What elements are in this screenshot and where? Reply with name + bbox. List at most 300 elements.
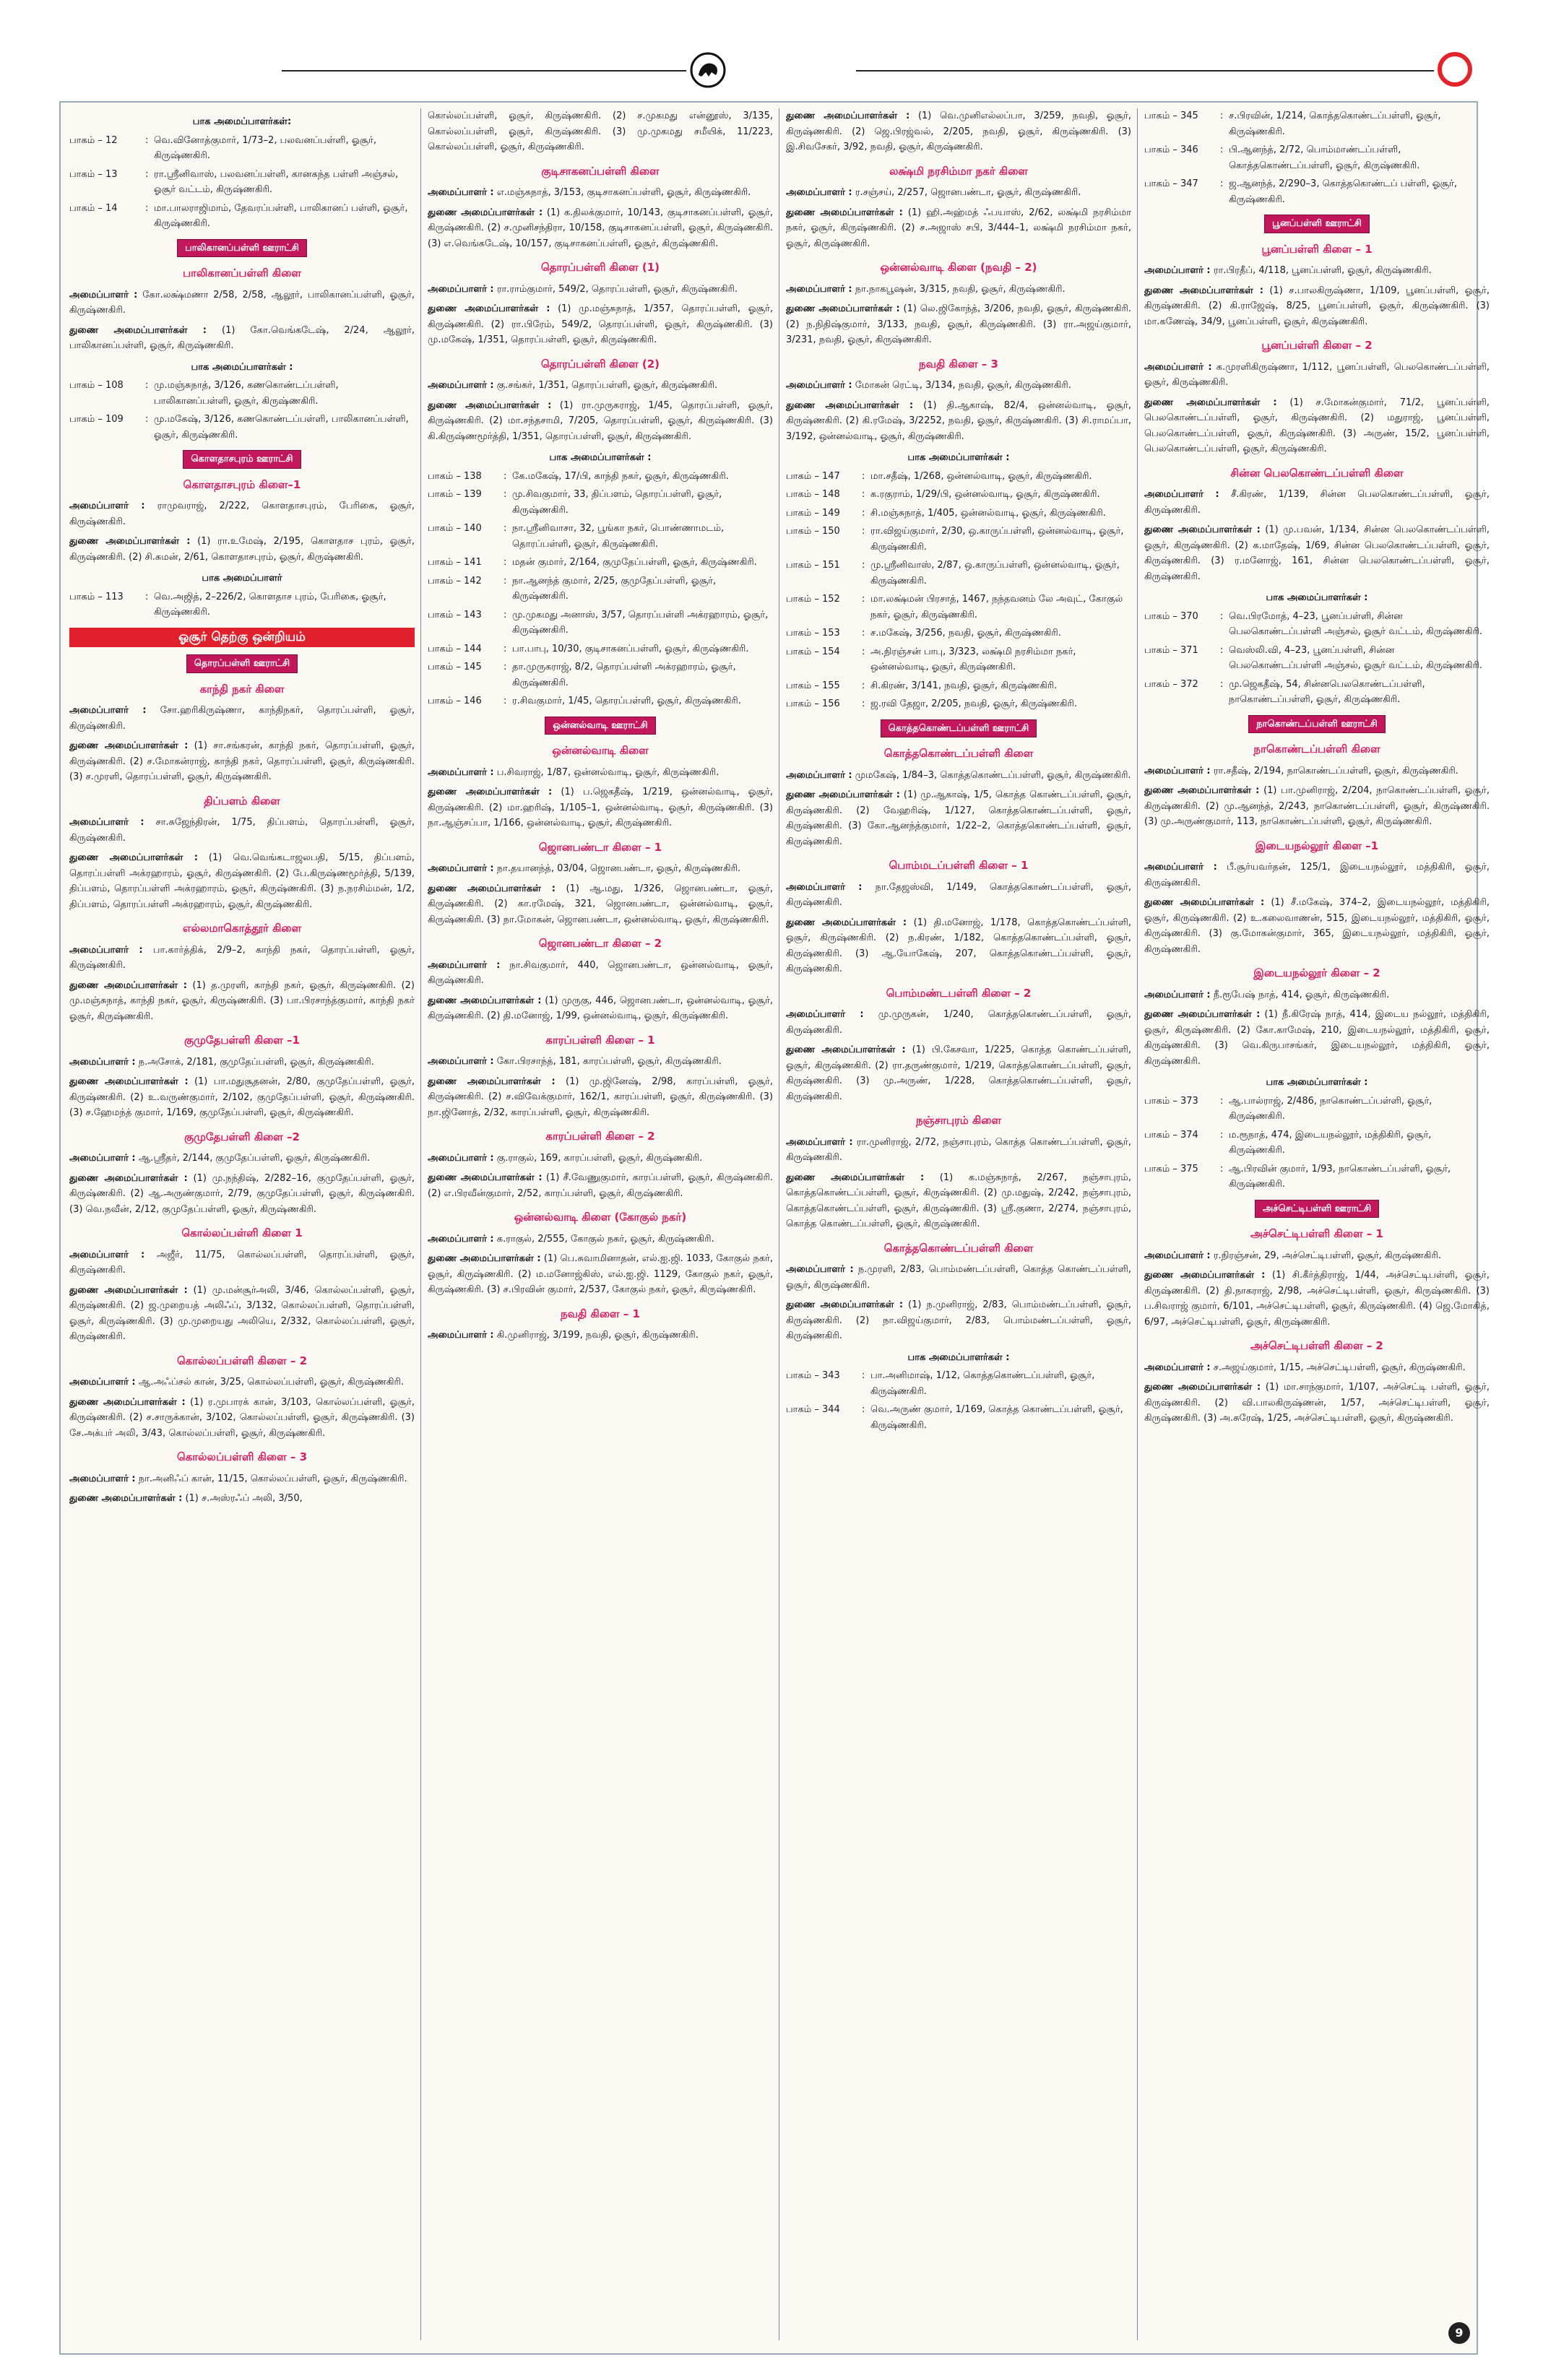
ward-number: பாகம் – 143 bbox=[428, 609, 482, 620]
member-entry bbox=[786, 787, 1131, 849]
member-details: சா.சுஜேந்திரன், 1/75, திப்பளம், தொரப்பள்ளி, ஓசூர், கிருஷ்ணகிரி. bbox=[69, 817, 415, 844]
role-label: அமைப்பாளர் : bbox=[69, 1249, 145, 1260]
member-entry bbox=[1144, 1360, 1490, 1376]
member-details: ரா.பிரதீப், 4/118, பூனப்பள்ளி, ஓசூர், கிருஷ்ணகிரி. bbox=[1213, 265, 1432, 276]
section-subheading: பாக அமைப்பாளர்கள் : bbox=[191, 361, 293, 373]
ward-number: பாகம் – 151 bbox=[786, 560, 840, 571]
ward-colon: : bbox=[862, 680, 865, 691]
ward-person: ஜ.ரவி தேஜா, 2/205, நவதி, ஓசூர், கிருஷ்ணகிரி. bbox=[870, 698, 1077, 709]
ward-colon: : bbox=[145, 414, 149, 425]
branch-heading: காந்தி நகர் கிளை bbox=[199, 682, 285, 696]
branch-heading: லக்ஷ்மி நரசிம்மா நகர் கிளை bbox=[889, 164, 1028, 178]
member-entry bbox=[69, 1375, 415, 1390]
ward-entry bbox=[1144, 1128, 1490, 1159]
role-label: துணை அமைப்பாளர்கள் : bbox=[69, 536, 191, 547]
ward-entry bbox=[1144, 176, 1490, 207]
ward-person: மு.ஸ்ரீனிவாஸ், 2/87, ஒ.காருப்பள்ளி, ஒன்னல்வாடி, ஓசூர், கிருஷ்ணகிரி. bbox=[870, 560, 1120, 587]
member-details: (1) சா.சங்கரன், காந்தி நகர், தொரப்பள்ளி, ஓசூர், கிருஷ்ணகிரி. (2) ச.மோகன்ராஜ், காந்தி நகர், தொரப்பள்ளி, ஓசூர், கிருஷ்ணகிரி. (3) ச.முரளி, தொரப்பள்ளி, ஓசூர், கிருஷ்ணகிரி. bbox=[69, 740, 415, 782]
ward-number: பாகம் – 345 bbox=[1144, 111, 1198, 121]
ward-entry bbox=[786, 678, 1131, 694]
branch-heading: குடிசாகனப்பள்ளி கிளை bbox=[541, 164, 660, 178]
ward-number: பாகம் – 142 bbox=[428, 575, 482, 587]
member-details: கோ.பிரசாந்த், 181, காரப்பள்ளி, ஓசூர், கிருஷ்ணகிரி. bbox=[496, 1056, 722, 1067]
member-details: ந.அசோக், 2/181, குமுதேப்பள்ளி, ஓசூர், கிருஷ்ணகிரி. bbox=[138, 1056, 374, 1068]
member-details: (1) பா.மதுசூதனன், 2/80, குமுதேப்பள்ளி, ஓசூர், கிருஷ்ணகிரி. (2) உ.வருண்குமார், 2/102, குமுதேப்பள்ளி, ஓசூர், கிருஷ்ணகிரி. (3) ச.ஹேமந்த் குமார், 1/169, குமுதேப்பள்ளி, ஓசூர், கிருஷ்ணகிரி. bbox=[69, 1076, 415, 1118]
role-label: அமைப்பாளர் : bbox=[1144, 862, 1217, 873]
member-details: கொல்லப்பள்ளி, ஓசூர், கிருஷ்ணகிரி. (2) ச.முகமது என்னூஸ், 3/135, கொல்லப்பள்ளி, ஓசூர், கிருஷ்ணகிரி. (3) மு.முகமது சமீயிக், 11/223, கொல்லப்பள்ளி, ஓசூர், கிருஷ்ணகிரி. bbox=[428, 111, 773, 152]
member-details: நீ.ரூபேஷ் நாத், 414, ஓசூர், கிருஷ்ணகிரி. bbox=[1213, 989, 1390, 1000]
member-details: ஆ.அஃப்சல் கான், 3/25, கொல்லப்பள்ளி, ஓசூர், கிருஷ்ணகிரி. bbox=[138, 1377, 405, 1388]
member-entry bbox=[1144, 395, 1490, 457]
branch-heading: நவதி கிளை – 1 bbox=[561, 1307, 640, 1320]
role-label: அமைப்பாளர் : bbox=[69, 705, 147, 716]
ward-colon: : bbox=[1220, 610, 1224, 622]
member-details: நா.தேஜஸ்வி, 1/149, கொத்தகொண்டப்பள்ளி, ஓசூர், கிருஷ்ணகிரி. bbox=[786, 881, 1131, 908]
role-label: அமைப்பாளர் : bbox=[786, 283, 852, 295]
role-label: அமைப்பாளர் : bbox=[69, 1153, 136, 1164]
panchayat-caption bbox=[1144, 1200, 1490, 1219]
member-details: (1) ச.மோகன்குமார், 71/2, பூனப்பள்ளி, பெலகொண்டப்பள்ளி, ஓசூர், கிருஷ்ணகிரி. (2) மதுராஜ், பூனப்பள்ளி, பெலகொண்டப்பள்ளி, ஓசூர், கிருஷ்ணகிரி. (3) அருண், 15/2, பூனப்பள்ளி, பெலகொண்டப்பள்ளி, ஓசூர், கிருஷ்ணகிரி. bbox=[1144, 397, 1490, 454]
role-label: துணை அமைப்பாளர்கள் : bbox=[69, 1284, 188, 1296]
role-label: துணை அமைப்பாளர்கள் : bbox=[69, 979, 187, 991]
ward-number: பாகம் – 149 bbox=[786, 507, 840, 519]
ward-person: பி.ஆனந்த், 2/72, பொம்மாண்டப்பள்ளி, கொத்தகொண்டப்பள்ளி, ஓசூர், கிருஷ்ணகிரி. bbox=[1229, 144, 1420, 171]
branch-heading: கொத்தகொண்டப்பள்ளி கிளை bbox=[883, 1241, 1034, 1255]
ward-person: மு.முகமது அனாஸ், 3/57, தொரப்பள்ளி அக்ரஹாரம், ஓசூர், கிருஷ்ணகிரி. bbox=[512, 609, 769, 636]
role-label: துணை அமைப்பாளர்கள் : bbox=[428, 883, 556, 894]
panchayat-caption-text: பாலிகானப்பள்ளி ஊராட்சி bbox=[177, 239, 307, 258]
union-banner bbox=[69, 628, 415, 648]
member-details: (1) ந.முனிராஜ், 2/83, பொம்மண்டப்பள்ளி, ஓசூர், கிருஷ்ணகிரி. (2) நா.விஜய்குமார், 2/83, பொம்மண்டப்பள்ளி, ஓசூர், கிருஷ்ணகிரி. bbox=[786, 1299, 1131, 1341]
member-details: ர.நிரஞ்சன், 29, அச்செட்டிபள்ளி, ஓசூர், கிருஷ்ணகிரி. bbox=[1213, 1250, 1441, 1261]
member-details: (1) ஆ.மது, 1/326, ஜொனபண்டா, ஓசூர், கிருஷ்ணகிரி. (2) கா.ரமேஷ், 321, ஜொனபண்டா, ஒன்னல்வாடி, ஓசூர், கிருஷ்ணகிரி. (3) நா.மோகன், ஜொனபண்டா, ஒன்னல்வாடி, ஓசூர், கிருஷ்ணகிரி. bbox=[428, 883, 773, 925]
ward-colon: : bbox=[1220, 678, 1224, 690]
role-label: அமைப்பாளர் : bbox=[428, 863, 494, 874]
role-label: துணை அமைப்பாளர்கள் : bbox=[428, 787, 553, 797]
ward-entry bbox=[428, 607, 773, 639]
ward-number: பாகம் – 370 bbox=[1144, 610, 1198, 622]
ward-colon: : bbox=[503, 470, 507, 482]
role-label: துணை அமைப்பாளர்கள் : bbox=[786, 303, 900, 314]
member-entry bbox=[1144, 1268, 1490, 1330]
ward-number: பாகம் – 156 bbox=[786, 698, 840, 709]
member-details: (1) ச.பாலகிருஷ்ணா, 1/109, பூனப்பள்ளி, ஓசூர், கிருஷ்ணகிரி. (2) கி.ராஜேஷ், 8/25, பூனப்பள்ளி, ஓசூர், கிருஷ்ணகிரி. (3) மா.கணேஷ், 34/9, பூனப்பள்ளி, ஓசூர், கிருஷ்ணகிரி. bbox=[1144, 285, 1490, 327]
member-entry bbox=[428, 1251, 773, 1298]
ward-person: வெ.அருண் குமார், 1/169, கொத்த கொண்டப்பள்ளி, ஓசூர், கிருஷ்ணகிரி. bbox=[870, 1404, 1123, 1431]
member-entry bbox=[1144, 763, 1490, 779]
ward-number: பாகம் – 14 bbox=[69, 202, 118, 214]
role-label: துணை அமைப்பாளர்கள் : bbox=[69, 1493, 183, 1504]
branch-heading: கொளதாசபுரம் கிளை–1 bbox=[183, 477, 301, 491]
member-details: (1) ர.முபாரக் கான், 3/103, கொல்லப்பள்ளி, ஓசூர், கிருஷ்ணகிரி. (2) ச.சாருக்கான், 3/102, கொல்லப்பள்ளி, ஓசூர், கிருஷ்ணகிரி. (3) சே.அக்பர் அலி, 3/43, கொல்லப்பள்ளி, ஓசூர், கிருஷ்ணகிரி. bbox=[69, 1396, 415, 1439]
ward-number: பாகம் – 373 bbox=[1144, 1095, 1198, 1107]
ward-entry bbox=[1144, 643, 1490, 674]
section-subheading: பாக அமைப்பாளர்கள் : bbox=[907, 1351, 1010, 1363]
role-label: துணை அமைப்பாளர்கள் : bbox=[1144, 1382, 1261, 1393]
member-details: பீ.சூர்யவர்தன், 125/1, இடையநல்லூர், மத்திகிரி, ஓசூர், கிருஷ்ணகிரி. bbox=[1144, 862, 1490, 888]
column-2 bbox=[428, 108, 773, 2347]
member-entry bbox=[69, 534, 415, 565]
role-label: துணை அமைப்பாளர்கள் : bbox=[786, 399, 914, 411]
ward-person: வெஸ்லி.வி, 4–23, பூனப்பள்ளி, சின்ன பெலகொண்டப்பள்ளி அஞ்சல், ஓசூர் வட்டம், கிருஷ்ணகிரி. bbox=[1229, 644, 1483, 671]
member-details: (1) மு.பவன், 1/134, சின்ன பெலகொண்டப்பள்ளி, ஓசூர், கிருஷ்ணகிரி. (2) க.மாதேஷ், 1/69, சின்ன பெலகொண்டப்பள்ளி, ஓசூர், கிருஷ்ணகிரி. (3) ர.மனோஜ், 161, சின்ன பெலகொண்டப்பள்ளி, ஓசூர், கிருஷ்ணகிரி. bbox=[1144, 524, 1490, 582]
ward-entry bbox=[428, 487, 773, 518]
ward-number: பாகம் – 150 bbox=[786, 526, 840, 537]
member-entry bbox=[786, 108, 1131, 155]
member-details: (1) சீ.வேணுகுமார், காரப்பள்ளி, ஓசூர், கிருஷ்ணகிரி. (2) எ.பிரவீன்குமார், 2/52, காரப்பள்ளி, ஓசூர், கிருஷ்ணகிரி. bbox=[428, 1172, 773, 1199]
ward-person: மு.ஜெகதீஷ், 54, சின்னபெலகொண்டப்பள்ளி, நாகொண்டப்பள்ளி, ஓசூர், கிருஷ்ணகிரி. bbox=[1229, 678, 1425, 705]
role-label: துணை அமைப்பாளர்கள் : bbox=[1144, 1270, 1266, 1281]
section-subheading: பாக அமைப்பாளர்கள் : bbox=[907, 452, 1010, 463]
ward-colon: : bbox=[862, 1370, 865, 1381]
branch-heading: ஜொனபண்டா கிளை – 1 bbox=[538, 840, 662, 854]
member-entry bbox=[428, 282, 773, 298]
ward-person: மா.சதீஷ், 1/268, ஒன்னல்வாடி, ஓசூர், கிருஷ்ணகிரி. bbox=[870, 470, 1092, 482]
role-label: அமைப்பாளர் : bbox=[1144, 765, 1211, 776]
member-entry bbox=[428, 881, 773, 928]
ward-entry bbox=[428, 641, 773, 657]
member-details: (1) பா.முனிராஜ், 2/204, நாகொண்டப்பள்ளி, ஓசூர், கிருஷ்ணகிரி. (2) மு.ஆனந்த், 2/243, நாகொண்டப்பள்ளி, ஓசூர், கிருஷ்ணகிரி. (3) மு.அருண்குமார், 113, நாகொண்டப்பள்ளி, ஓசூர், கிருஷ்ணகிரி. bbox=[1144, 785, 1490, 827]
role-label: அமைப்பாளர் : bbox=[786, 1136, 853, 1148]
member-entry bbox=[786, 282, 1131, 298]
member-details: பா.கார்த்திக், 2/9–2, காந்தி நகர், தொரப்பள்ளி, ஓசூர், கிருஷ்ணகிரி. bbox=[69, 944, 415, 971]
branch-heading: நவதி கிளை – 3 bbox=[919, 357, 998, 371]
ward-colon: : bbox=[1220, 1095, 1224, 1107]
ward-entry bbox=[69, 412, 415, 443]
member-entry bbox=[786, 205, 1131, 252]
branch-heading: பாலிகானப்பள்ளி கிளை bbox=[183, 267, 301, 280]
role-label: அமைப்பாளர் : bbox=[428, 1330, 494, 1341]
member-entry bbox=[69, 323, 415, 354]
branch-heading: கொல்லப்பள்ளி கிளை – 2 bbox=[176, 1354, 308, 1367]
role-label: அமைப்பாளர் : bbox=[69, 1377, 136, 1388]
ward-number: பாகம் – 346 bbox=[1144, 144, 1198, 155]
ward-number: பாகம் – 375 bbox=[1144, 1163, 1198, 1174]
ward-entry bbox=[786, 1368, 1131, 1399]
ward-colon: : bbox=[145, 168, 149, 180]
ward-colon: : bbox=[503, 643, 507, 654]
panchayat-caption-text: தொரப்பள்ளி ஊராட்சி bbox=[186, 654, 298, 673]
panchayat-caption bbox=[69, 654, 415, 673]
panchayat-caption-text: கொளதாசபுரம் ஊராட்சி bbox=[183, 450, 301, 469]
role-label: துணை அமைப்பாளர்கள் : bbox=[69, 1076, 189, 1087]
member-entry bbox=[428, 1328, 773, 1343]
member-entry bbox=[428, 993, 773, 1024]
ward-number: பாகம் – 146 bbox=[428, 696, 482, 706]
panchayat-caption-text: கொத்தகொண்டப்பள்ளி ஊராட்சி bbox=[881, 719, 1037, 738]
ward-number: பாகம் – 154 bbox=[786, 646, 840, 657]
role-label: துணை அமைப்பாளர்கள் : bbox=[428, 995, 542, 1006]
ward-entry bbox=[69, 201, 415, 232]
role-label: அமைப்பாளர் : bbox=[69, 289, 138, 300]
ward-colon: : bbox=[503, 696, 507, 706]
role-label: துணை அமைப்பாளர்கள் : bbox=[1144, 897, 1265, 908]
role-label: துணை அமைப்பாளர்கள் : bbox=[1144, 285, 1263, 296]
role-label: துணை அமைப்பாளர்கள் : bbox=[428, 207, 543, 218]
role-label: அமைப்பாளர் : bbox=[786, 1264, 854, 1275]
role-label: அமைப்பாளர் : bbox=[1144, 489, 1219, 500]
member-entry bbox=[69, 498, 415, 529]
role-label: அமைப்பாளர் : bbox=[69, 944, 143, 956]
ward-person: மு.மஞ்சுநாத், 3/126, கணகொண்டப்பள்ளி, பாலிகானப்பள்ளி, ஓசூர், கிருஷ்ணகிரி. bbox=[154, 380, 339, 407]
section-subheading: பாக அமைப்பாளர்கள் : bbox=[1266, 592, 1368, 603]
role-label: துணை அமைப்பாளர்கள் : bbox=[786, 1299, 904, 1310]
member-details: ப.சிவராஜ், 1/87, ஒன்னல்வாடி, ஓசூர், கிருஷ்ணகிரி. bbox=[496, 766, 719, 778]
branch-heading: சின்ன பெலகொண்டப்பள்ளி கிளை bbox=[1230, 466, 1404, 480]
member-details: (1) லெ.ஜிகோந்த், 3/206, நவதி, ஓசூர், கிருஷ்ணகிரி. (2) ந.நிதிஷ்குமார், 3/133, நவதி, ஓசூர், கிருஷ்ணகிரி. (3) ரா.அஜய்குமார், 3/231, நவதி, ஓசூர், கிருஷ்ணகிரி. bbox=[786, 303, 1131, 345]
ward-number: பாகம் – 13 bbox=[69, 168, 118, 180]
branch-heading: ஜொனபண்டா கிளை – 2 bbox=[538, 937, 662, 950]
member-details: மோகன் ரெட்டி, 3/134, நவதி, ஓசூர், கிருஷ்ணகிரி. bbox=[855, 380, 1071, 391]
member-entry bbox=[1144, 522, 1490, 584]
role-label: அமைப்பாளர் : bbox=[428, 1152, 494, 1164]
role-label: அமைப்பாளர் : bbox=[1144, 989, 1211, 1000]
role-label: துணை அமைப்பாளர்கள் : bbox=[69, 324, 207, 336]
ward-person: பா.பாபு, 10/30, குடிசாகனப்பள்ளி, ஓசூர், கிருஷ்ணகிரி. bbox=[512, 643, 749, 654]
member-details: (1) வெ.முனிஎல்லப்பா, 3/259, நவதி, ஓசூர், கிருஷ்ணகிரி. (2) ஜெ.பிரஜ்வல், 2/205, நவதி, ஓசூர், கிருஷ்ணகிரி. (3) இ.சிவசேகர், 3/92, நவதி, ஓசூர், கிருஷ்ணகிரி. bbox=[786, 111, 1131, 152]
branch-heading: தொரப்பள்ளி கிளை (2) bbox=[540, 357, 660, 371]
branch-heading: பூனப்பள்ளி கிளை – 2 bbox=[1261, 339, 1373, 352]
role-label: துணை அமைப்பாளர்கள் : bbox=[428, 1253, 541, 1264]
member-entry bbox=[428, 1054, 773, 1070]
ward-colon: : bbox=[503, 575, 507, 587]
branch-heading: ஒன்னல்வாடி கிளை (கோகுல் நகர்) bbox=[514, 1211, 687, 1224]
column-4 bbox=[1144, 108, 1490, 2347]
member-details: ரா.ராம்குமார், 549/2, தொரப்பள்ளி, ஓசூர், கிருஷ்ணகிரி. bbox=[496, 283, 738, 295]
ward-number: பாகம் – 344 bbox=[786, 1404, 840, 1415]
member-details: (1) க.திலக்குமார், 10/143, குடிசாகனப்பள்ளி, ஓசூர், கிருஷ்ணகிரி. (2) ச.முனிசந்திரா, 10/158, குடிசாகனப்பள்ளி, ஓசூர், கிருஷ்ணகிரி. (3) எ.வெங்கடேஷ், 10/157, குடிசாகனப்பள்ளி, ஓசூர், கிருஷ்ணகிரி. bbox=[428, 207, 773, 249]
member-entry bbox=[786, 1135, 1131, 1166]
ward-entry bbox=[428, 521, 773, 552]
member-details: அஜீர், 11/75, கொல்லப்பள்ளி, தொரப்பள்ளி, ஓசூர், கிருஷ்ணகிரி. bbox=[69, 1249, 415, 1276]
party-emblem-icon bbox=[690, 52, 726, 88]
ward-colon: : bbox=[862, 526, 865, 537]
member-entry bbox=[69, 978, 415, 1025]
ward-number: பாகம் – 108 bbox=[69, 380, 124, 391]
member-entry bbox=[1144, 263, 1490, 279]
branch-heading: அச்செட்டிபள்ளி கிளை – 1 bbox=[1250, 1227, 1383, 1240]
ward-person: ர.சிவகுமார், 1/45, தொரப்பள்ளி, ஓசூர், கிருஷ்ணகிரி. bbox=[512, 696, 741, 706]
ward-number: பாகம் – 374 bbox=[1144, 1129, 1198, 1141]
member-entry bbox=[1144, 283, 1490, 330]
role-label: துணை அமைப்பாளர்கள் : bbox=[1144, 785, 1260, 796]
ward-person: ரா.விஜய்குமார், 2/30, ஒ.காருப்பள்ளி, ஒன்னல்வாடி, ஓசூர், கிருஷ்ணகிரி. bbox=[870, 526, 1124, 553]
branch-heading: பூனப்பள்ளி கிளை – 1 bbox=[1261, 242, 1373, 256]
branch-heading: பொம்மடப்பள்ளி கிளை – 1 bbox=[889, 859, 1029, 872]
header-rule-left bbox=[282, 70, 686, 72]
member-details: (1) மு.ஆகாஷ், 1/5, கொத்த கொண்டப்பள்ளி, ஓசூர், கிருஷ்ணகிரி. (2) வேஹரிஷ், 1/127, கொத்தகொண்டப்பள்ளி, ஓசூர், கிருஷ்ணகிரி. (3) கோ.ஆனந்த்குமார், 1/22–2, கொத்தகொண்டப்பள்ளி, ஓசூர், கிருஷ்ணகிரி. bbox=[786, 789, 1131, 847]
branch-heading: திப்பளம் கிளை bbox=[204, 794, 280, 808]
member-entry bbox=[69, 1247, 415, 1278]
member-entry bbox=[786, 1297, 1131, 1344]
panchayat-caption bbox=[69, 450, 415, 469]
member-details: ராமுவராஜ், 2/222, கொளதாசபுரம், பேரிகை, ஓசூர், கிருஷ்ணகிரி. bbox=[69, 501, 415, 527]
role-label: அமைப்பாளர் : bbox=[428, 1233, 494, 1245]
ward-entry bbox=[786, 644, 1131, 675]
column-divider bbox=[1137, 108, 1138, 2340]
member-entry bbox=[428, 205, 773, 252]
section-subheading: பாக அமைப்பாளர்கள் : bbox=[549, 452, 652, 463]
ward-number: பாகம் – 148 bbox=[786, 489, 840, 500]
role-label: அமைப்பாளர் : bbox=[69, 501, 145, 511]
member-entry bbox=[428, 784, 773, 831]
ward-person: மா.பாலராஜிமாம், தேவரப்பள்ளி, பாலிகானப் பள்ளி, ஓசூர், கிருஷ்ணகிரி. bbox=[154, 202, 408, 229]
member-entry bbox=[428, 1074, 773, 1121]
member-details: ஆ.ஸ்ரீதர், 2/144, குமுதேப்பள்ளி, ஓசூர், கிருஷ்ணகிரி. bbox=[138, 1153, 371, 1164]
member-entry bbox=[1144, 895, 1490, 957]
branch-heading: குமுதேபள்ளி கிளை –1 bbox=[184, 1034, 300, 1047]
branch-heading: எல்லமாகொத்தூர் கிளை bbox=[182, 922, 302, 935]
member-details: (1) தி.மனோஜ், 1/178, கொத்தகொண்டப்பள்ளி, ஓசூர், கிருஷ்ணகிரி. (2) ந.கிரண், 1/182, கொத்தகொண்டப்பள்ளி, ஓசூர், கிருஷ்ணகிரி. (3) ஆ.யோகேஷ், 207, கொத்தகொண்டப்பள்ளி, ஓசூர், கிருஷ்ணகிரி. bbox=[786, 917, 1131, 974]
member-entry bbox=[1144, 1248, 1490, 1264]
role-label: துணை அமைப்பாளர்கள் : bbox=[69, 1172, 188, 1184]
ward-colon: : bbox=[862, 1404, 865, 1415]
branch-heading: கொத்தகொண்டப்பள்ளி கிளை bbox=[883, 747, 1034, 760]
member-entry bbox=[69, 850, 415, 912]
member-details: (1) சீ.மகேஷ், 374–2, இடையநல்லூர், மத்திகிரி, ஓசூர், கிருஷ்ணகிரி. (2) உ.கலைவாணன், 515, இடையநல்லூர், மத்திகிரி, ஓசூர், கிருஷ்ணகிரி. (3) கு.மோகன்குமார், 365, இடையநல்லூர், மத்திகிரி, ஓசூர், கிருஷ்ணகிரி. bbox=[1144, 897, 1490, 955]
ward-person: நா.ஸ்ரீனிவாசா, 32, பூங்கா நகர், பொண்ணாமடம், தொரப்பள்ளி, ஓசூர், கிருஷ்ணகிரி. bbox=[512, 523, 725, 550]
branch-heading: இடையநல்லூர் கிளை – 2 bbox=[1253, 966, 1380, 979]
ward-person: வெ.பிரமோத், 4–23, பூனப்பள்ளி, சின்ன பெலகொண்டப்பள்ளி அஞ்சல், ஓசூர் வட்டம், கிருஷ்ணகிரி. bbox=[1229, 610, 1483, 637]
role-label: அமைப்பாளர் : bbox=[786, 187, 852, 198]
role-label: அமைப்பாளர் : bbox=[1144, 1362, 1211, 1373]
ward-entry bbox=[69, 133, 415, 164]
panchayat-caption bbox=[1144, 215, 1490, 233]
member-details: நா.சிவகுமார், 440, ஜொனபண்டா, ஒன்னல்வாடி, ஓசூர், கிருஷ்ணகிரி. bbox=[428, 959, 773, 986]
ward-colon: : bbox=[145, 202, 149, 214]
member-details: (1) மு.மஞ்சுநாத், 1/357, தொரப்பள்ளி, ஓசூர், கிருஷ்ணகிரி. (2) ரா.பிரேம், 549/2, தொரப்பள்ளி, ஓசூர், கிருஷ்ணகிரி. (3) மு.மகேஷ், 1/351, தொரப்பள்ளி, ஓசூர், கிருஷ்ணகிரி. bbox=[428, 303, 773, 345]
member-details: எ.மஞ்சுநாத், 3/153, குடிசாகனப்பள்ளி, ஓசூர், கிருஷ்ணகிரி. bbox=[496, 187, 751, 198]
member-entry bbox=[786, 378, 1131, 394]
ward-person: பா.அனிமாஷ், 1/12, கொத்தகொண்டப்பள்ளி, ஓசூர், கிருஷ்ணகிரி. bbox=[870, 1370, 1095, 1397]
ward-person: அ.நிரஞ்சன் பாபு, 3/323, லக்ஷ்மி நரசிம்மா நகர், ஒன்னல்வாடி, ஓசூர், கிருஷ்ணகிரி. bbox=[870, 646, 1076, 672]
role-label: துணை அமைப்பாளர்கள் : bbox=[1144, 1009, 1261, 1020]
ward-person: சி.கிரண், 3/141, நவதி, ஓசூர், கிருஷ்ணகிரி. bbox=[870, 680, 1058, 691]
member-details: க.ராகுல், 2/555, கோகுல் நகர், ஓசூர், கிருஷ்ணகிரி. bbox=[496, 1233, 714, 1245]
role-label: துணை அமைப்பாளர்கள் : bbox=[786, 917, 907, 928]
member-entry bbox=[69, 943, 415, 974]
role-label: துணை அமைப்பாளர்கள் : bbox=[428, 303, 550, 314]
panchayat-caption bbox=[786, 719, 1131, 738]
ward-person: சி.மஞ்சுநாத், 1/405, ஒன்னல்வாடி, ஓசூர், கிருஷ்ணகிரி. bbox=[870, 507, 1106, 519]
ward-entry bbox=[786, 696, 1131, 712]
header-rule-right bbox=[856, 70, 1434, 72]
member-entry bbox=[1144, 360, 1490, 391]
ward-colon: : bbox=[503, 609, 507, 620]
role-label: அமைப்பாளர் : bbox=[1144, 265, 1211, 276]
union-banner-text: ஓசூர் தெற்கு ஒன்றியம் bbox=[69, 628, 415, 648]
member-details: நா.அனிஃப் கான், 11/15, கொல்லப்பள்ளி, ஓசூர், கிருஷ்ணகிரி. bbox=[138, 1473, 407, 1484]
member-entry bbox=[786, 185, 1131, 201]
ward-colon: : bbox=[862, 489, 865, 500]
ward-entry bbox=[69, 167, 415, 198]
role-label: துணை அமைப்பாளர்கள் : bbox=[786, 1044, 906, 1055]
branch-heading: காரப்பள்ளி கிளை – 1 bbox=[545, 1033, 655, 1047]
member-entry bbox=[69, 1471, 415, 1487]
branch-heading: கொல்லப்பள்ளி கிளை 1 bbox=[181, 1226, 303, 1239]
member-details: சீ.கிரண், 1/139, சின்ன பெலகொண்டப்பள்ளி, ஓசூர், கிருஷ்ணகிரி. bbox=[1144, 489, 1490, 516]
ward-number: பாகம் – 140 bbox=[428, 523, 482, 534]
member-entry bbox=[428, 1232, 773, 1247]
ward-number: பாகம் – 139 bbox=[428, 489, 482, 500]
member-details: க.முரளிகிருஷ்ணா, 1/112, பூனப்பள்ளி, பெலகொண்டப்பள்ளி, ஓசூர், கிருஷ்ணகிரி. bbox=[1144, 361, 1490, 388]
role-label: துணை அமைப்பாளர்கள் : bbox=[1144, 524, 1261, 535]
member-details: ந.முரளி, 2/83, பொம்மண்டப்பள்ளி, கொத்த கொண்டப்பள்ளி, ஓசூர், கிருஷ்ணகிரி. bbox=[786, 1264, 1131, 1291]
branch-heading: குமுதேபள்ளி கிளை –2 bbox=[184, 1130, 300, 1143]
ward-number: பாகம் – 347 bbox=[1144, 178, 1198, 189]
member-entry bbox=[786, 301, 1131, 348]
ward-entry bbox=[1144, 609, 1490, 640]
panchayat-caption-text: ஒன்னல்வாடி ஊராட்சி bbox=[545, 717, 655, 735]
member-details: (1) ஹி.அஹ்மத் ஃபயாஸ், 2/62, லக்ஷ்மி நரசிம்மா நகர், ஓசூர், கிருஷ்ணகிரி. (2) ச.அஜாஸ் சபி, 3/444–1, லக்ஷ்மி நரசிம்மா நகர், ஓசூர், கிருஷ்ணகிரி. bbox=[786, 207, 1131, 249]
ward-person: ச.பிரவின், 1/214, கொத்தகொண்டப்பள்ளி, ஓசூர், கிருஷ்ணகிரி. bbox=[1229, 111, 1441, 137]
member-entry bbox=[69, 1151, 415, 1167]
ward-colon: : bbox=[503, 489, 507, 500]
member-entry bbox=[786, 768, 1131, 784]
role-label: துணை அமைப்பாளர்கள் : bbox=[428, 1172, 543, 1183]
ward-colon: : bbox=[503, 523, 507, 534]
member-details: சோ.ஹரிகிருஷ்ணா, காந்திநகர், தொரப்பள்ளி, ஓசூர், கிருஷ்ணகிரி. bbox=[69, 705, 415, 732]
role-label: அமைப்பாளர் : bbox=[428, 283, 494, 295]
member-details: கு.ராகுல், 169, காரப்பள்ளி, ஓசூர், கிருஷ்ணகிரி. bbox=[496, 1152, 703, 1164]
ward-entry bbox=[428, 693, 773, 709]
member-details: கி.முனிராஜ், 3/199, நவதி, ஓசூர், கிருஷ்ணகிரி. bbox=[496, 1330, 699, 1341]
member-entry bbox=[1144, 1380, 1490, 1427]
ward-number: பாகம் – 343 bbox=[786, 1370, 840, 1381]
ward-number: பாகம் – 141 bbox=[428, 557, 482, 568]
branch-heading: தொரப்பள்ளி கிளை (1) bbox=[540, 261, 660, 274]
ward-colon: : bbox=[1220, 144, 1224, 155]
member-details: (1) த.முரளி, காந்தி நகர், ஓசூர், கிருஷ்ணகிரி. (2) மு.மஞ்சுநாத், காந்தி நகர், ஓசூர், கிருஷ்ணகிரி. (3) பா.பிரசாந்த்குமார், காந்தி நகர் ஓசூர், கிருஷ்ணகிரி. bbox=[69, 979, 415, 1022]
ward-entry bbox=[786, 487, 1131, 503]
section-subheading: பாக அமைப்பாளர்கள்: bbox=[192, 116, 292, 127]
member-entry bbox=[428, 861, 773, 877]
member-entry bbox=[786, 915, 1131, 977]
role-label: அமைப்பாளர் : bbox=[69, 817, 144, 828]
member-details: (1) ச.அஸ்ரஃப் அலி, 3/50, bbox=[185, 1493, 303, 1504]
member-entry bbox=[786, 1007, 1131, 1038]
ward-person: ஆ.பிரவின் குமார், 1/93, நாகொண்டப்பள்ளி, ஓசூர், கிருஷ்ணகிரி. bbox=[1229, 1163, 1451, 1190]
member-entry bbox=[428, 958, 773, 989]
ward-person: மா.லக்ஷ்மன் பிரசாத், 1467, நந்தவனம் லே அவுட், கோகுல் நகர், ஓசூர், கிருஷ்ணகிரி. bbox=[870, 594, 1123, 620]
role-label: துணை அமைப்பாளர்கள் : bbox=[69, 852, 198, 863]
page-header bbox=[0, 0, 1543, 94]
role-label: அமைப்பாளர் : bbox=[69, 1056, 136, 1068]
branch-heading: நஞ்சாபுரம் கிளை bbox=[915, 1114, 1002, 1127]
ward-person: ரா.ஸ்ரீனிவாஸ், பலவனப்பள்ளி, கானகந்த பள்ளி அஞ்சல், ஓசூர் வட்டம், கிருஷ்ணகிரி. bbox=[154, 168, 399, 195]
member-details: கோ.லக்ஷ்மணா 2/58, 2/58, ஆலூர், பாலிகானப்பள்ளி, ஓசூர், கிருஷ்ணகிரி. bbox=[69, 289, 415, 316]
ward-colon: : bbox=[862, 698, 865, 709]
ward-number: பாகம் – 109 bbox=[69, 414, 124, 425]
member-entry bbox=[786, 880, 1131, 911]
ward-entry bbox=[69, 378, 415, 409]
role-label: துணை அமைப்பாளர்கள் : bbox=[786, 1172, 925, 1183]
member-entry bbox=[428, 108, 773, 155]
ward-person: க.ரகுராம், 1/29/பி, ஒன்னல்வாடி, ஓசூர், கிருஷ்ணகிரி. bbox=[870, 489, 1100, 500]
ward-colon: : bbox=[1220, 178, 1224, 189]
member-details: (1) தி.ஆகாஷ், 82/4, ஒன்னல்வாடி, ஓசூர், கிருஷ்ணகிரி. (2) கி.ரமேஷ், 3/2252, நவதி, ஓசூர், கிருஷ்ணகிரி. (3) சி.ராமப்பா, 3/192, ஒன்னல்வாடி, ஓசூர், கிருஷ்ணகிரி. bbox=[786, 399, 1131, 442]
member-details: (1) பி.கேசவா, 1/225, கொத்த கொண்டப்பள்ளி, ஓசூர், கிருஷ்ணகிரி. (2) ரா.தருண்குமார், 1/219, கொத்தகொண்டப்பள்ளி, ஓசூர், கிருஷ்ணகிரி. (3) மு.அருண், 1/228, கொத்தகொண்டப்பள்ளி, ஓசூர், கிருஷ்ணகிரி. bbox=[786, 1044, 1131, 1102]
member-details: ர.சஞ்சய், 2/257, ஜொனபண்டா, ஓசூர், கிருஷ்ணகிரி. bbox=[855, 187, 1081, 198]
member-details: (1) நீ.கிரேஷ் நாத், 414, இடைய நல்லூர், மத்திகிரி, ஓசூர், கிருஷ்ணகிரி. (2) கோ.காமேஷ், 210, இடையநல்லூர், மத்திகிரி, ஓசூர், கிருஷ்ணகிரி. (3) வெ.கிருபாசங்கர், இடையநல்லூர், மத்திகிரி, ஓசூர், கிருஷ்ணகிரி. bbox=[1144, 1009, 1490, 1067]
member-entry bbox=[786, 1042, 1131, 1104]
panchayat-caption bbox=[428, 717, 773, 735]
branch-heading: அச்செட்டிபள்ளி கிளை – 2 bbox=[1250, 1339, 1383, 1352]
ward-person: ஆ.பால்ராஜ், 2/486, நாகொண்டப்பள்ளி, ஓசூர், கிருஷ்ணகிரி. bbox=[1229, 1095, 1432, 1122]
ward-entry bbox=[428, 574, 773, 605]
branch-heading: கொல்லப்பள்ளி கிளை – 3 bbox=[176, 1450, 308, 1463]
role-label: அமைப்பாளர் : bbox=[428, 380, 494, 391]
